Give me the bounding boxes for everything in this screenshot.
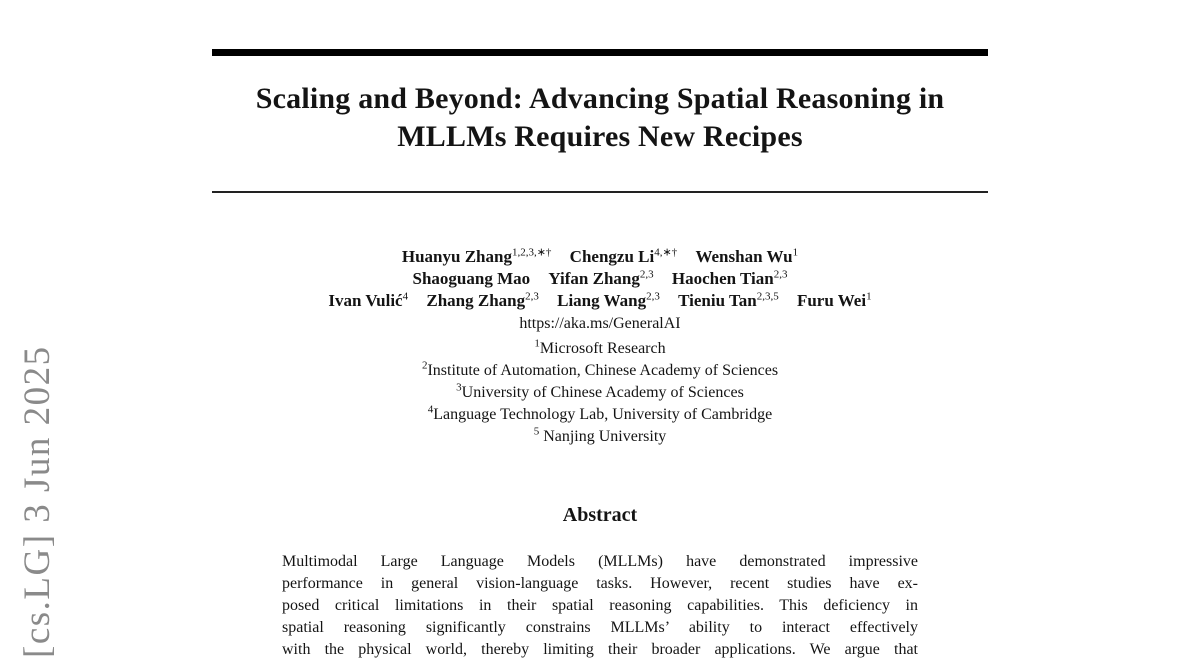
affiliation-name: Institute of Automation, Chinese Academy of Sciences <box>427 362 779 379</box>
author-name <box>328 291 408 310</box>
affiliation-superscript: 2 <box>421 359 428 372</box>
author-name-text: Haochen Tian <box>671 269 774 288</box>
affiliation-superscript: 1 <box>534 337 540 350</box>
author-name-text: Liang Wang <box>557 291 647 310</box>
author-name <box>570 247 678 266</box>
author-affiliation-superscript: 4,∗† <box>654 246 678 259</box>
abstract-heading: Abstract <box>562 504 638 526</box>
affiliation-superscript: 4 <box>427 403 434 416</box>
abstract-line: Multimodal Large Language Models (MLLMs) have demonstrated impressive <box>282 553 918 570</box>
author-name-text: Chengzu Li <box>569 247 655 266</box>
author-row <box>162 246 1038 268</box>
affiliation <box>212 360 988 382</box>
author-row <box>162 268 1038 290</box>
paper-title <box>212 80 988 156</box>
author-name-text: Huanyu Zhang <box>401 247 512 266</box>
author-name-text: Furu Wei <box>796 291 867 310</box>
author-affiliation-superscript: 4 <box>402 290 409 303</box>
author-name <box>402 247 552 266</box>
author-name <box>695 247 798 266</box>
author-name-text: Yifan Zhang <box>548 269 640 288</box>
top-rule <box>212 49 988 56</box>
abstract-line: performance in general vision-language tasks. However, recent studies have ex- <box>282 575 918 592</box>
project-link-line <box>212 315 988 333</box>
paper-title-line2: MLLMs Requires New Recipes <box>397 120 803 153</box>
author-affiliation-superscript: 2,3 <box>773 268 788 281</box>
author-name <box>548 269 653 288</box>
author-affiliation-superscript: 2,3,5 <box>756 290 779 303</box>
authors-block <box>162 246 1038 312</box>
affiliation-name: Microsoft Research <box>539 340 666 357</box>
author-affiliation-superscript: 1,2,3,∗† <box>511 246 552 259</box>
affiliation <box>212 338 988 360</box>
author-name-text: Ivan Vulić <box>328 291 403 310</box>
affiliation-name: University of Chinese Academy of Sciences <box>461 384 744 401</box>
affiliation-superscript: 5 <box>533 425 540 438</box>
author-name <box>672 269 788 288</box>
abstract-line: spatial reasoning significantly constrains MLLMs’ ability to interact effectively <box>282 619 918 636</box>
project-link[interactable]: https://aka.ms/GeneralAI <box>519 315 681 332</box>
paper-title-line1: Scaling and Beyond: Advancing Spatial Reasoning in <box>255 82 945 115</box>
author-name-text: Shaoguang Mao <box>412 269 531 288</box>
author-name-text: Tieniu Tan <box>678 291 757 310</box>
affiliation-name: Language Technology Lab, University of Cambridge <box>433 406 773 423</box>
title-rule <box>212 191 988 193</box>
author-name <box>557 291 660 310</box>
affiliations-block <box>212 338 988 448</box>
author-affiliation-superscript: 1 <box>792 246 799 259</box>
affiliation <box>212 404 988 426</box>
abstract-line: with the physical world, thereby limiting their broader applications. We argue that <box>282 641 918 658</box>
affiliation-name: Nanjing University <box>539 428 667 445</box>
affiliation <box>212 426 988 448</box>
abstract-text <box>282 551 918 661</box>
author-affiliation-superscript: 2,3 <box>646 290 660 303</box>
author-name-text: Wenshan Wu <box>695 247 793 266</box>
arxiv-watermark: [cs.LG] 3 Jun 2025 <box>17 345 58 658</box>
author-affiliation-superscript: 2,3 <box>525 290 539 303</box>
author-name <box>678 291 779 310</box>
author-row <box>162 290 1038 312</box>
author-affiliation-superscript: 2,3 <box>639 268 654 281</box>
affiliation <box>212 382 988 404</box>
author-name-text: Zhang Zhang <box>426 291 526 310</box>
author-name <box>426 291 539 310</box>
abstract-line: posed critical limitations in their spatial reasoning capabilities. This deficiency in <box>282 597 918 614</box>
author-name <box>413 269 531 288</box>
author-affiliation-superscript: 1 <box>866 290 872 303</box>
author-name <box>797 291 872 310</box>
affiliation-superscript: 3 <box>456 381 462 394</box>
